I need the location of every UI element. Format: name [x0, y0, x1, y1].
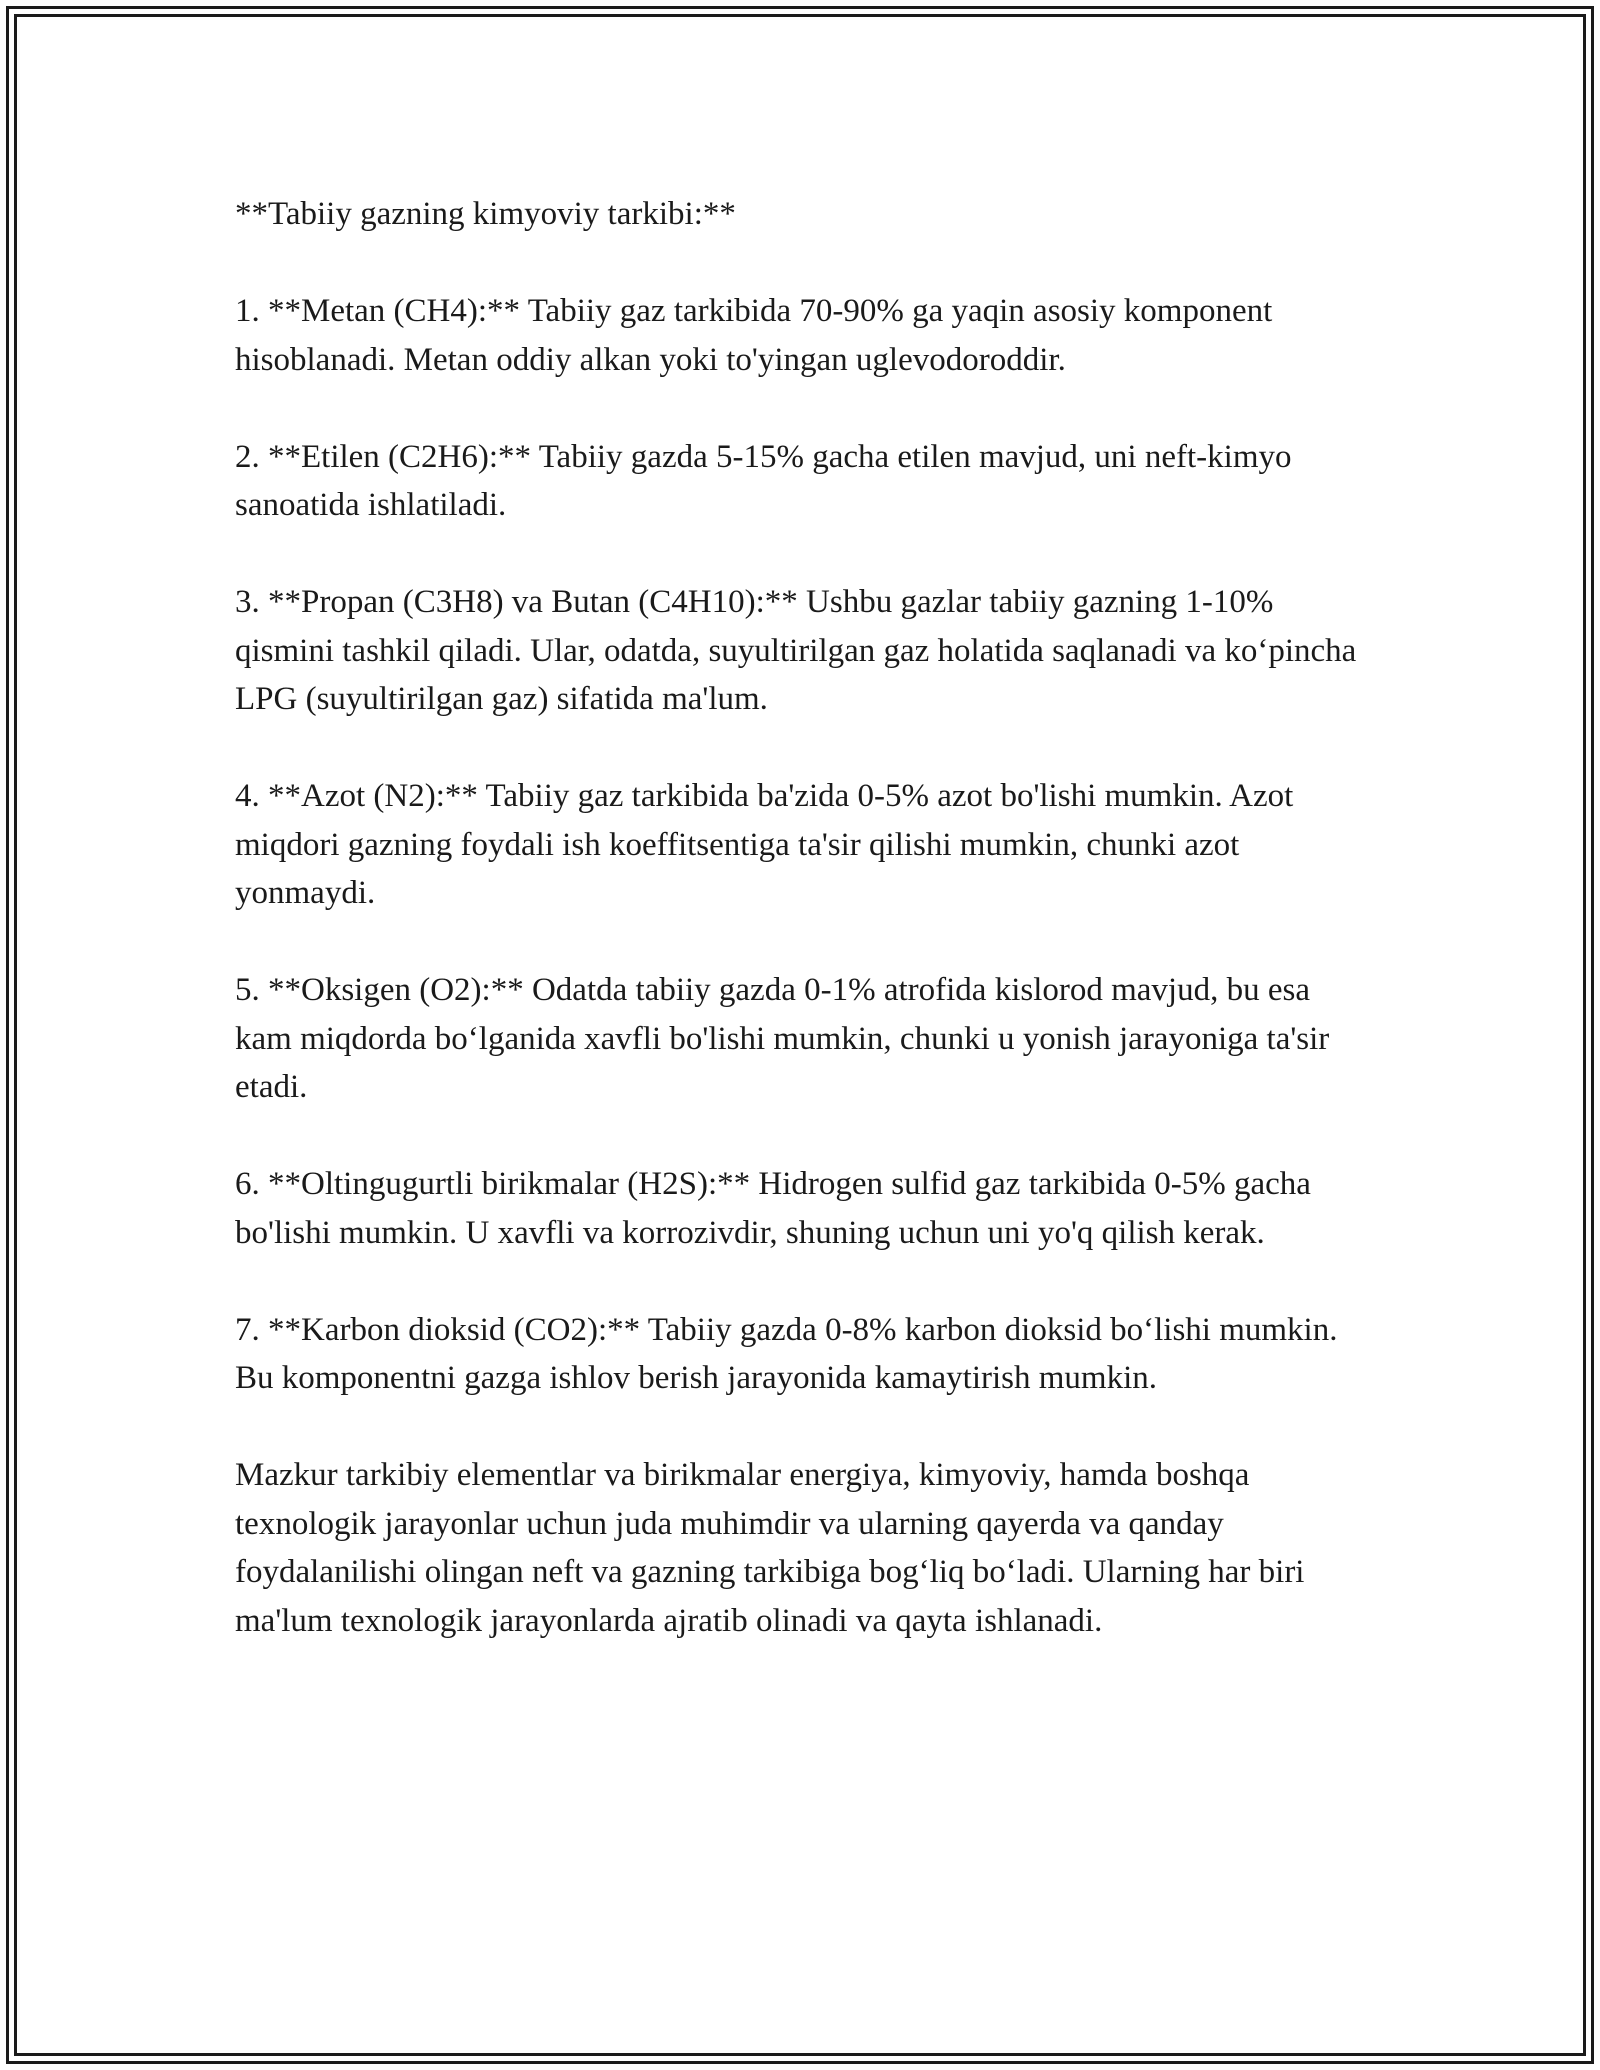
- document-body: [235, 190, 1375, 1694]
- list-item-oltingugurt: 6. **Oltingugurtli birikmalar (H2S):** Hidrogen sulfid gaz tarkibida 0-5% gacha bo'lishi mumkin. U xavfli va korrozivdir, shuning uchun uni yo'q qilish kerak.: [235, 1166, 1311, 1251]
- list-item-karbon-dioksid: 7. **Karbon dioksid (CO2):** Tabiiy gazda 0-8% karbon dioksid bo‘lishi mumkin. Bu komponentni gazga ishlov berish jarayonida kamaytirish mumkin.: [235, 1311, 1338, 1396]
- document-title: **Tabiiy gazning kimyoviy tarkibi:**: [235, 196, 736, 232]
- list-item-etilen: 2. **Etilen (C2H6):** Tabiiy gazda 5-15% gacha etilen mavjud, uni neft-kimyo sanoatida ishlatiladi.: [235, 438, 1292, 523]
- list-item-propan-butan: 3. **Propan (C3H8) va Butan (C4H10):** Ushbu gazlar tabiiy gazning 1-10% qismini tashkil qiladi. Ular, odatda, suyultirilgan gaz holatida saqlanadi va ko‘pincha LPG (suyultirilgan gaz) sifatida ma'lum.: [235, 584, 1357, 717]
- conclusion-paragraph: Mazkur tarkibiy elementlar va birikmalar energiya, kimyoviy, hamda boshqa texnologik jarayonlar uchun juda muhimdir va ularning qayerda va qanday foydalanilishi olingan neft va gazning tarkibiga bog‘liq bo‘ladi. Ularning har biri ma'lum texnologik jarayonlarda ajratib olinadi va qayta ishlanadi.: [235, 1457, 1305, 1639]
- list-item-metan: 1. **Metan (CH4):** Tabiiy gaz tarkibida 70-90% ga yaqin asosiy komponent hisoblanadi. Metan oddiy alkan yoki to'yingan uglevodoroddir.: [235, 293, 1273, 378]
- list-item-oksigen: 5. **Oksigen (O2):** Odatda tabiiy gazda 0-1% atrofida kislorod mavjud, bu esa kam miqdorda bo‘lganida xavfli bo'lishi mumkin, chunki u yonish jarayoniga ta'sir etadi.: [235, 972, 1330, 1105]
- list-item-azot: 4. **Azot (N2):** Tabiiy gaz tarkibida ba'zida 0-5% azot bo'lishi mumkin. Azot miqdori gazning foydali ish koeffitsentiga ta'sir qilishi mumkin, chunki azot yonmaydi.: [235, 778, 1294, 911]
